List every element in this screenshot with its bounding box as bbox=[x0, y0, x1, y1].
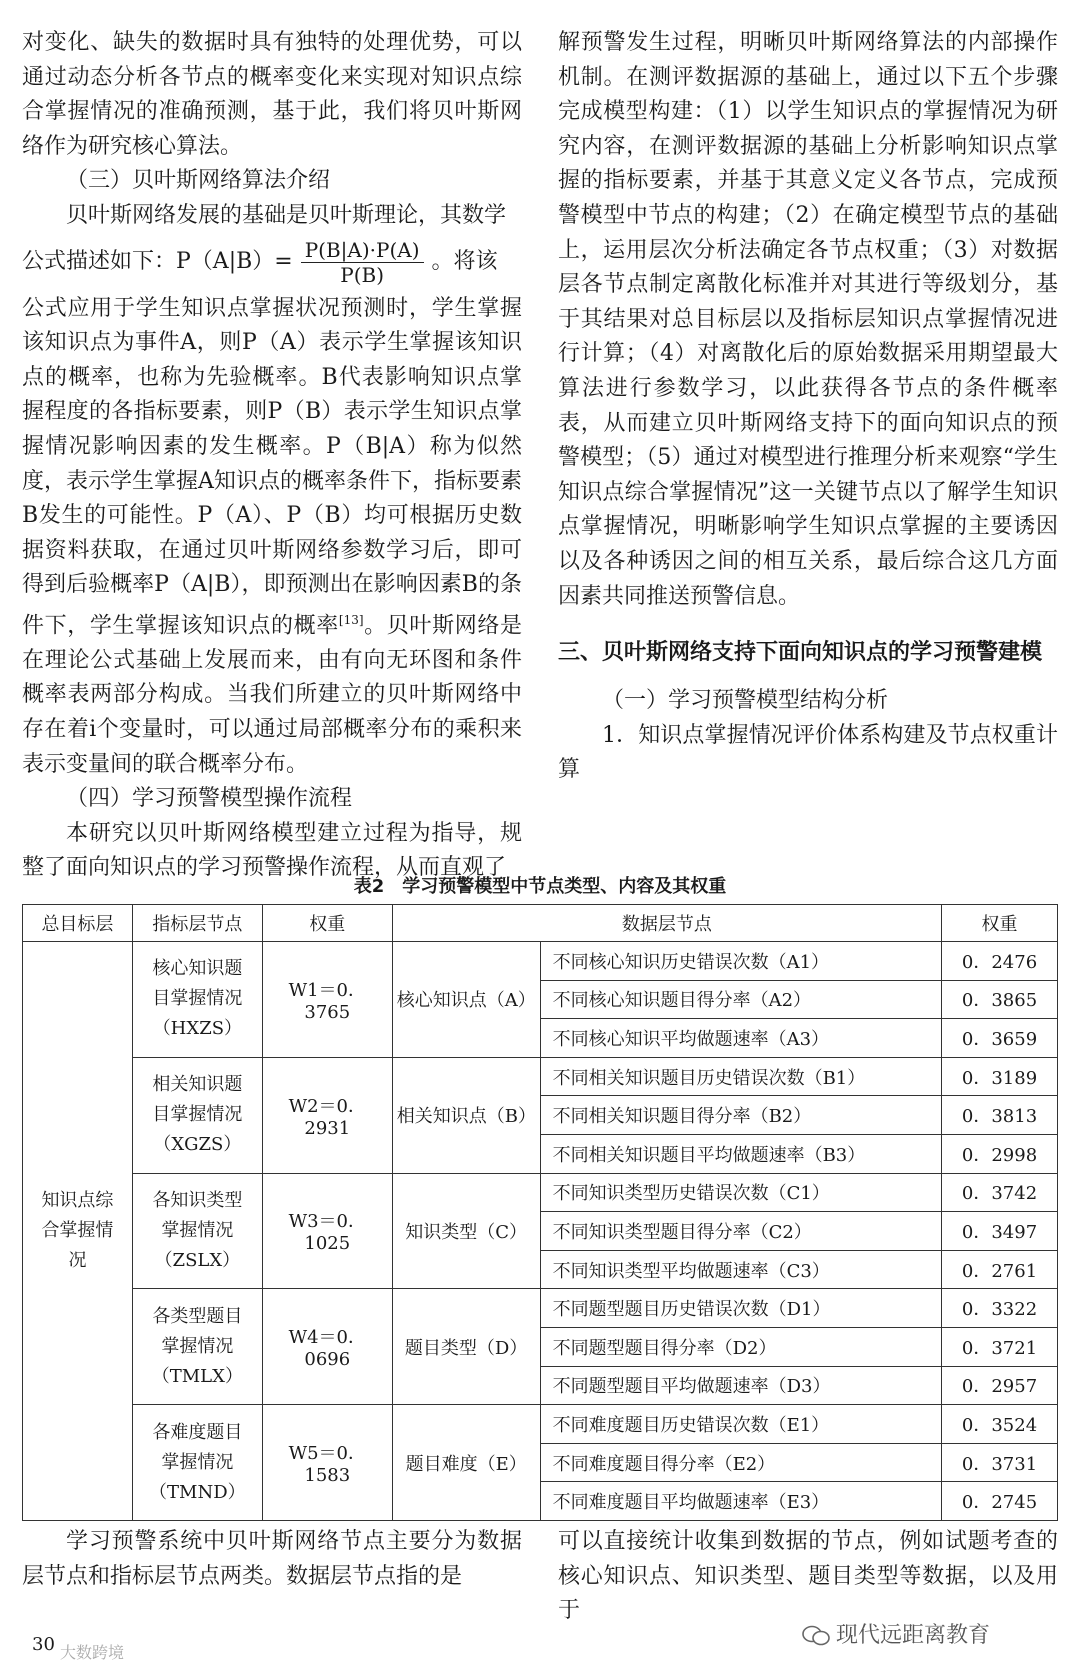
data-node-item: 不同知识类型题目得分率（C2） bbox=[540, 1212, 941, 1251]
subsection-heading: （三）贝叶斯网络算法介绍 bbox=[66, 168, 331, 194]
bayes-formula bbox=[22, 234, 522, 292]
indicator-cell: 相关知识题 目掌握情况 （XGZS） bbox=[132, 1057, 262, 1173]
subsection-heading: （四）学习预警模型操作流程 bbox=[66, 786, 353, 812]
data-node-weight: 0．3865 bbox=[942, 980, 1058, 1019]
table-title: 表2 学习预警模型中节点类型、内容及其权重 bbox=[353, 876, 727, 897]
formula-suffix: 。将该 bbox=[431, 249, 498, 275]
data-node-cell: 题目难度（E） bbox=[392, 1405, 540, 1521]
indicator-cell: 各难度题目 掌握情况 （TMND） bbox=[132, 1405, 262, 1521]
header-cell: 指标层节点 bbox=[132, 905, 262, 942]
bottom-left-paragraph bbox=[22, 1525, 522, 1594]
node-weight-table bbox=[22, 904, 1058, 1521]
paragraph: 解预警发生过程，明晰贝叶斯网络算法的内部操作机制。在测评数据源的基础上，通过以下五个步骤完成模型构建：（1）以学生知识点的掌握情况为研究内容，在测评数据源的基础上分析影响知识点掌握的指标要素，并基于其意义定义各节点，完成预警模型中节点的构建；（2）在确定模型节点的基础上，运用层次分析法确定各节点权重；（3）对数据层各节点制定离散化标准并对其进行等级划分，基于其结果对总目标层以及指标层知识点掌握情况进行计算；（4）对离散化后的原始数据采用期望最大算法进行参数学习，以此获得各节点的条件概率表，从而建立贝叶斯网络支持下的面向知识点的预警模型；（5）通过对模型进行推理分析来观察“学生知识点综合掌握情况”这一关键节点以了解学生知识点掌握情况，明晰影响学生知识点掌握的主要诱因以及各种诱因之间的相互关系，最后综合这几方面因素共同推送预警信息。 bbox=[558, 30, 1058, 609]
data-node-item: 不同知识类型历史错误次数（C1） bbox=[540, 1173, 941, 1212]
data-node-item: 不同题型题目得分率（D2） bbox=[540, 1327, 941, 1366]
data-node-cell: 相关知识点（B） bbox=[392, 1057, 540, 1173]
citation: [13] bbox=[338, 612, 364, 627]
formula-denominator: P(B) bbox=[340, 263, 384, 288]
wechat-icon bbox=[802, 1625, 830, 1647]
data-node-weight: 0．2476 bbox=[942, 942, 1058, 981]
table-row bbox=[23, 1173, 1058, 1212]
indicator-weight-cell: W1＝0．3765 bbox=[262, 942, 392, 1058]
paragraph: 学习预警系统中贝叶斯网络节点主要分为数据层节点和指标层节点两类。数据层节点指的是 bbox=[22, 1529, 522, 1589]
paragraph: 可以直接统计收集到数据的节点，例如试题考查的核心知识点、知识类型、题目类型等数据，以及用于 bbox=[558, 1529, 1058, 1624]
indicator-weight-cell: W4＝0．0696 bbox=[262, 1289, 392, 1405]
data-node-weight: 0．2761 bbox=[942, 1250, 1058, 1289]
data-node-weight: 0．3742 bbox=[942, 1173, 1058, 1212]
data-node-item: 不同难度题目得分率（E2） bbox=[540, 1443, 941, 1482]
table-row bbox=[23, 1057, 1058, 1096]
indicator-weight-cell: W5＝0．1583 bbox=[262, 1405, 392, 1521]
table-row bbox=[23, 1405, 1058, 1444]
data-node-item: 不同核心知识历史错误次数（A1） bbox=[540, 942, 941, 981]
data-node-weight: 0．3813 bbox=[942, 1096, 1058, 1135]
indicator-cell: 各类型题目 掌握情况 （TMLX） bbox=[132, 1289, 262, 1405]
data-node-item: 不同相关知识题目历史错误次数（B1） bbox=[540, 1057, 941, 1096]
data-node-weight: 0．3721 bbox=[942, 1327, 1058, 1366]
data-node-cell: 核心知识点（A） bbox=[392, 942, 540, 1058]
right-column bbox=[558, 26, 1058, 788]
data-node-weight: 0．2998 bbox=[942, 1134, 1058, 1173]
formula-numerator: P(B|A)·P(A) bbox=[301, 238, 424, 263]
header-cell: 数据层节点 bbox=[392, 905, 941, 942]
data-node-item: 不同题型题目历史错误次数（D1） bbox=[540, 1289, 941, 1328]
indicator-cell: 各知识类型 掌握情况 （ZSLX） bbox=[132, 1173, 262, 1289]
data-node-item: 不同相关知识题目平均做题速率（B3） bbox=[540, 1134, 941, 1173]
data-node-weight: 0．2745 bbox=[942, 1482, 1058, 1521]
data-node-item: 不同难度题目平均做题速率（E3） bbox=[540, 1482, 941, 1521]
subsection-heading: （一）学习预警模型结构分析 bbox=[602, 688, 889, 714]
data-node-weight: 0．3659 bbox=[942, 1019, 1058, 1058]
indicator-weight-cell: W3＝0．1025 bbox=[262, 1173, 392, 1289]
table-row bbox=[23, 942, 1058, 981]
left-column bbox=[22, 26, 522, 886]
data-node-weight: 0．3524 bbox=[942, 1405, 1058, 1444]
paragraph: 本研究以贝叶斯网络模型建立过程为指导，规整了面向知识点的学习预警操作流程，从而直观了 bbox=[22, 820, 522, 881]
indicator-weight-cell: W2＝0．2931 bbox=[262, 1057, 392, 1173]
indicator-cell: 核心知识题 目掌握情况 （HXZS） bbox=[132, 942, 262, 1058]
header-cell: 权重 bbox=[942, 905, 1058, 942]
table-row bbox=[23, 1289, 1058, 1328]
data-node-weight: 0．3322 bbox=[942, 1289, 1058, 1328]
section-heading: 三、贝叶斯网络支持下面向知识点的学习预警建模 bbox=[558, 640, 1043, 666]
data-node-item: 不同相关知识题目得分率（B2） bbox=[540, 1096, 941, 1135]
header-cell: 权重 bbox=[262, 905, 392, 942]
subsubsection-heading: 1．知识点掌握情况评价体系构建及节点权重计算 bbox=[558, 722, 1058, 783]
table-header-row bbox=[23, 905, 1058, 942]
data-node-weight: 0．3731 bbox=[942, 1443, 1058, 1482]
data-node-weight: 0．3497 bbox=[942, 1212, 1058, 1251]
data-node-item: 不同知识类型平均做题速率（C3） bbox=[540, 1250, 941, 1289]
page-number: 30 bbox=[32, 1634, 55, 1655]
data-node-item: 不同题型题目平均做题速率（D3） bbox=[540, 1366, 941, 1405]
goal-cell: 知识点综合掌握情况 bbox=[23, 942, 133, 1521]
header-cell: 总目标层 bbox=[23, 905, 133, 942]
data-node-weight: 0．3189 bbox=[942, 1057, 1058, 1096]
data-node-item: 不同难度题目历史错误次数（E1） bbox=[540, 1405, 941, 1444]
formula-prefix: 公式描述如下：P（A|B）= bbox=[22, 249, 293, 275]
paragraph: 对变化、缺失的数据时具有独特的处理优势，可以通过动态分析各节点的概率变化来实现对知识点综合掌握情况的准确预测，基于此，我们将贝叶斯网络作为研究核心算法。 bbox=[22, 30, 522, 159]
data-node-weight: 0．2957 bbox=[942, 1366, 1058, 1405]
bottom-right-paragraph bbox=[558, 1525, 1058, 1629]
wechat-watermark bbox=[802, 1618, 990, 1649]
paragraph: 公式应用于学生知识点掌握状况预测时，学生掌握该知识点为事件A，则P（A）表示学生掌握该知识点的概率，也称为先验概率。B代表影响知识点掌握程度的各指标要素，则P（B）表示学生知识点掌握情况影响因素的发生概率。P（B|A）称为似然度，表示学生掌握A知识点的概率条件下，指标要素B发生的可能性。P（A）、P（B）均可根据历史数据资料获取，在通过贝叶斯网络参数学习后，即可得到后验概率P（A|B），即预测出在影响因素B的条件下，学生掌握该知识点的概率[13]。贝叶斯网络是在理论公式基础上发展而来，由有向无环图和条件概率表两部分构成。当我们所建立的贝叶斯网络中存在着i个变量时，可以通过局部概率分布的乘积来表示变量间的联合概率分布。 bbox=[22, 295, 522, 777]
paragraph: 贝叶斯网络发展的基础是贝叶斯理论，其数学 bbox=[66, 202, 507, 228]
watermark-text: 现代远距离教育 bbox=[835, 1623, 990, 1648]
data-node-item: 不同核心知识题目得分率（A2） bbox=[540, 980, 941, 1019]
data-node-cell: 知识类型（C） bbox=[392, 1173, 540, 1289]
data-node-cell: 题目类型（D） bbox=[392, 1289, 540, 1405]
data-node-item: 不同核心知识平均做题速率（A3） bbox=[540, 1019, 941, 1058]
logo-watermark: 大数跨境 bbox=[60, 1643, 125, 1662]
formula-fraction bbox=[301, 238, 424, 287]
